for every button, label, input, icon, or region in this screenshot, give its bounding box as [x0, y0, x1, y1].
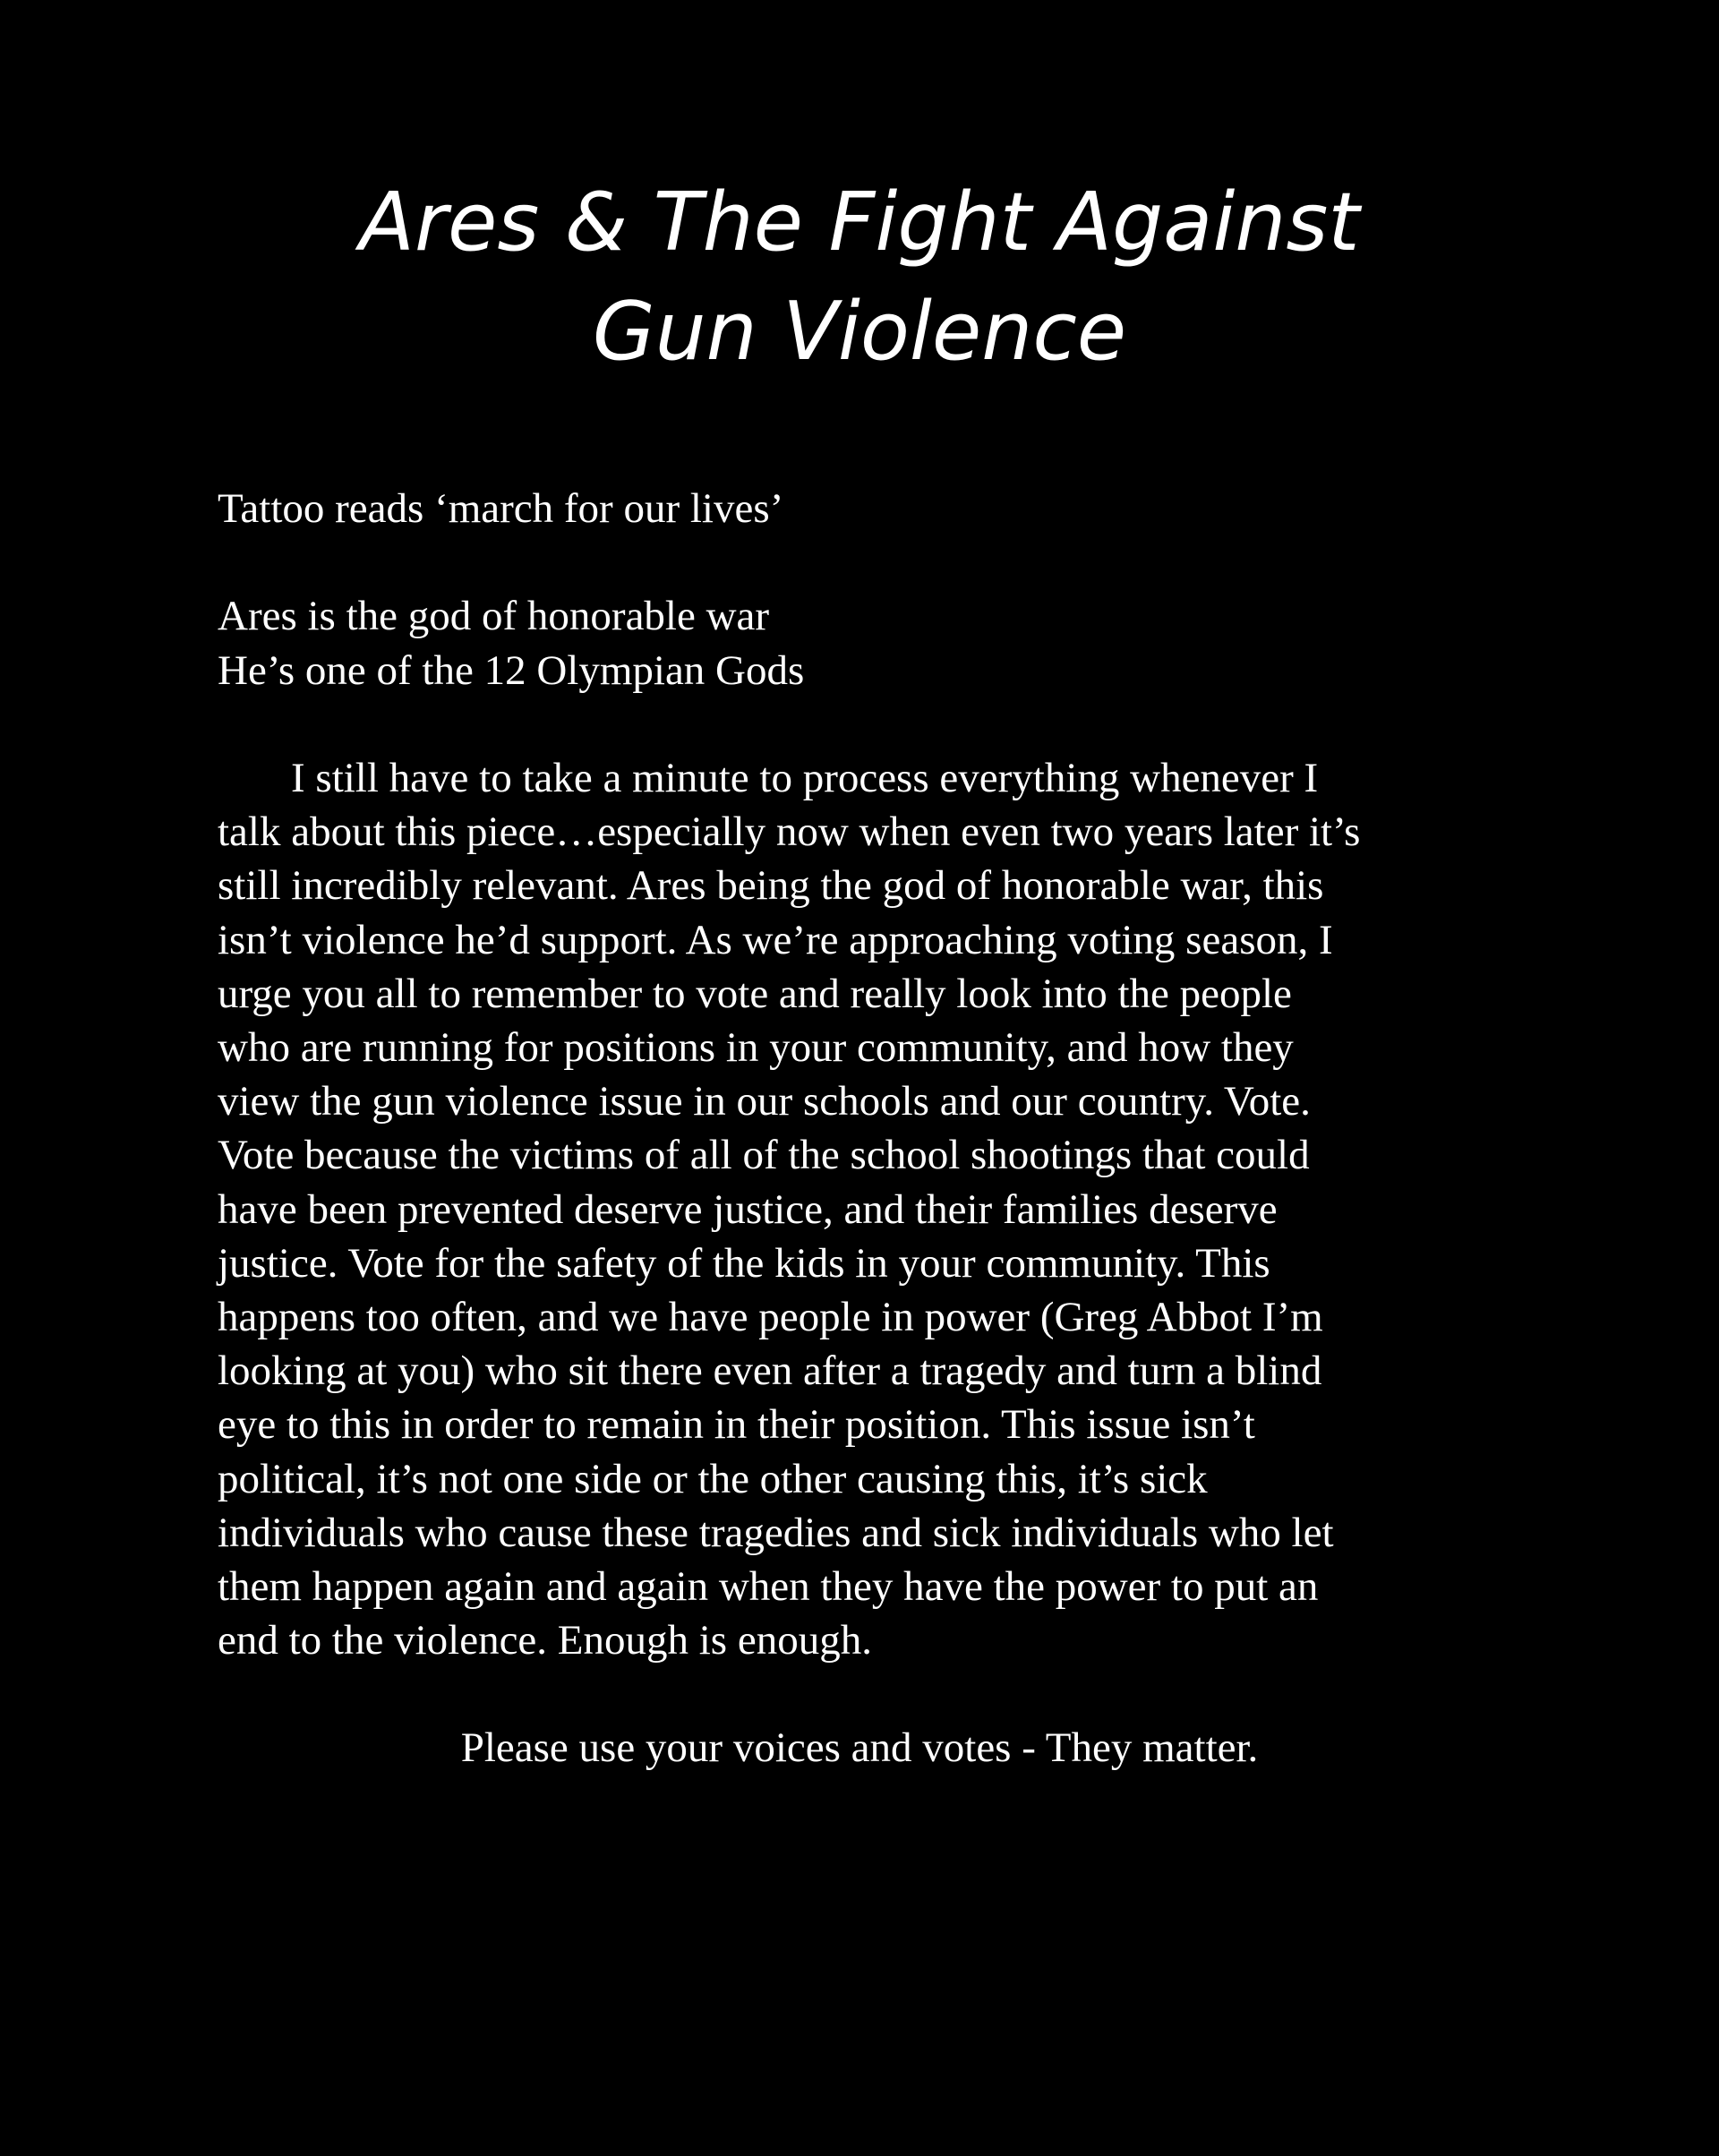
paragraph-line: still incredibly relevant. Ares being the god of honorable war, this — [218, 862, 1324, 910]
closing-line: Please use your voices and votes - They matter. — [460, 1724, 1259, 1771]
paragraph-line: isn’t violence he’d support. As we’re approaching voting season, I — [218, 916, 1333, 963]
paragraph-line: them happen again and again when they have the power to put an — [218, 1563, 1319, 1611]
paragraph-line: end to the violence. Enough is enough. — [218, 1617, 872, 1664]
paragraph-line: looking at you) who sit there even after a tragedy and turn a blind — [218, 1348, 1322, 1395]
paragraph-line: talk about this piece…especially now when even two years later it’s — [218, 808, 1361, 856]
main-paragraph — [218, 751, 1525, 1667]
paragraph-line: I still have to take a minute to process everything whenever I — [291, 754, 1319, 801]
page-title — [0, 168, 1719, 387]
title-line-2: Gun Violence — [592, 285, 1127, 379]
spacer — [218, 697, 1525, 751]
fact-line: He’s one of the 12 Olympian Gods — [218, 646, 805, 694]
article-body — [218, 482, 1525, 1667]
paragraph-line: have been prevented deserve justice, and their families deserve — [218, 1185, 1278, 1233]
paragraph-line: justice. Vote for the safety of the kids in your community. This — [218, 1239, 1270, 1287]
paragraph-line: individuals who cause these tragedies and sick individuals who let — [218, 1509, 1334, 1556]
paragraph-line: Vote because the victims of all of the school shootings that could — [218, 1132, 1310, 1179]
paragraph-line: happens too often, and we have people in power (Greg Abbot I’m — [218, 1294, 1323, 1341]
paragraph-line: urge you all to remember to vote and really look into the people — [218, 970, 1292, 1017]
tattoo-caption: Tattoo reads ‘march for our lives’ — [218, 485, 784, 532]
paragraph-line: political, it’s not one side or the other causing this, it’s sick — [218, 1455, 1208, 1502]
paragraph-line: who are running for positions in your community, and how they — [218, 1024, 1294, 1071]
paragraph-line: view the gun violence issue in our schools and our country. Vote. — [218, 1078, 1311, 1125]
fact-line: Ares is the god of honorable war — [218, 593, 770, 640]
title-line-1: Ares & The Fight Against — [359, 175, 1360, 270]
paragraph-line: eye to this in order to remain in their position. This issue isn’t — [218, 1401, 1255, 1449]
spacer — [218, 535, 1525, 589]
